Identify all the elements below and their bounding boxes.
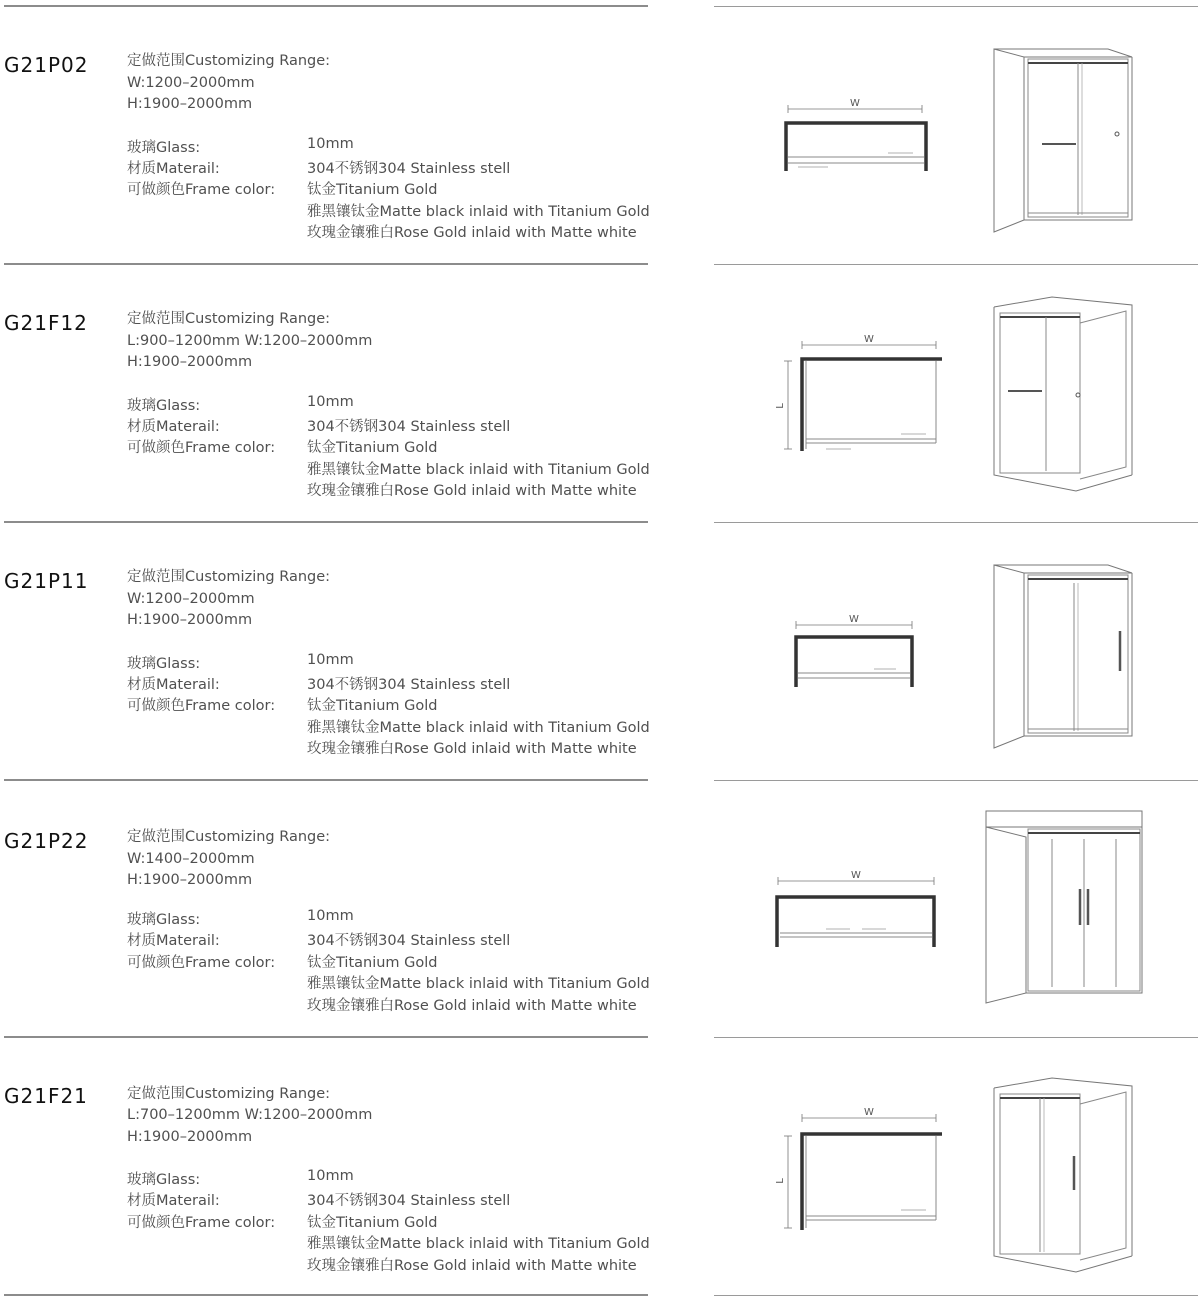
dimension-line: H:1900–2000mm — [127, 872, 253, 888]
divider — [4, 1294, 648, 1296]
dimension-line: H:1900–2000mm — [127, 96, 253, 112]
color-option: 玫瑰金镶雅白Rose Gold inlaid with Matte white — [307, 225, 637, 241]
product-code: G21F21 — [4, 1084, 88, 1108]
product-section-g21f12 — [0, 265, 1200, 522]
color-option: 玫瑰金镶雅白Rose Gold inlaid with Matte white — [307, 998, 637, 1014]
color-option: 钛金Titanium Gold — [307, 698, 438, 714]
glass-value: 10mm — [307, 1168, 354, 1184]
color-option: 钛金Titanium Gold — [307, 440, 438, 456]
color-option: 雅黑镶钛金Matte black inlaid with Titanium Gold — [307, 976, 650, 992]
glass-label: 玻璃Glass: — [127, 656, 201, 672]
dimension-line: H:1900–2000mm — [127, 1129, 253, 1145]
width-label: W — [864, 1107, 874, 1118]
glass-label: 玻璃Glass: — [127, 1172, 201, 1188]
product-code: G21P11 — [4, 569, 89, 593]
plan-diagram — [766, 1104, 946, 1234]
dimension-line: W:1200–2000mm — [127, 75, 255, 91]
material-value: 304不锈钢304 Stainless stell — [307, 161, 511, 177]
glass-value: 10mm — [307, 136, 354, 152]
plan-diagram — [766, 331, 946, 461]
color-label: 可做颜色Frame color: — [127, 1215, 276, 1231]
plan-diagram — [788, 611, 928, 701]
material-label: 材质Materail: — [127, 419, 220, 435]
dimension-line: W:1200–2000mm — [127, 591, 255, 607]
range-label: 定做范围Customizing Range: — [127, 829, 331, 845]
range-label: 定做范围Customizing Range: — [127, 311, 331, 327]
glass-label: 玻璃Glass: — [127, 140, 201, 156]
glass-label: 玻璃Glass: — [127, 912, 201, 928]
material-value: 304不锈钢304 Stainless stell — [307, 933, 511, 949]
shower-enclosure-drawing — [990, 45, 1140, 235]
shower-enclosure-drawing — [990, 1076, 1140, 1276]
color-option: 玫瑰金镶雅白Rose Gold inlaid with Matte white — [307, 483, 637, 499]
color-option: 玫瑰金镶雅白Rose Gold inlaid with Matte white — [307, 741, 637, 757]
color-label: 可做颜色Frame color: — [127, 440, 276, 456]
divider — [4, 779, 648, 781]
shower-enclosure-drawing — [990, 295, 1140, 495]
color-option: 雅黑镶钛金Matte black inlaid with Titanium Gold — [307, 462, 650, 478]
color-label: 可做颜色Frame color: — [127, 182, 276, 198]
glass-label: 玻璃Glass: — [127, 398, 201, 414]
color-label: 可做颜色Frame color: — [127, 955, 276, 971]
material-label: 材质Materail: — [127, 1193, 220, 1209]
color-option: 钛金Titanium Gold — [307, 955, 438, 971]
dimension-line: W:1400–2000mm — [127, 851, 255, 867]
divider — [714, 780, 1198, 781]
shower-enclosure-drawing — [982, 807, 1147, 1007]
plan-diagram — [770, 867, 945, 957]
product-section-g21p02 — [0, 7, 1200, 264]
product-section-g21p11 — [0, 523, 1200, 780]
material-value: 304不锈钢304 Stainless stell — [307, 1193, 511, 1209]
range-label: 定做范围Customizing Range: — [127, 1086, 331, 1102]
width-label: W — [864, 334, 874, 345]
color-option: 钛金Titanium Gold — [307, 182, 438, 198]
dimension-line: L:900–1200mm W:1200–2000mm — [127, 333, 373, 349]
plan-diagram — [778, 95, 938, 185]
product-section-g21f21 — [0, 1038, 1200, 1295]
width-label: W — [851, 870, 861, 881]
range-label: 定做范围Customizing Range: — [127, 53, 331, 69]
color-label: 可做颜色Frame color: — [127, 698, 276, 714]
material-label: 材质Materail: — [127, 161, 220, 177]
color-option: 雅黑镶钛金Matte black inlaid with Titanium Gold — [307, 204, 650, 220]
product-code: G21P02 — [4, 53, 89, 77]
material-label: 材质Materail: — [127, 933, 220, 949]
dimension-line: H:1900–2000mm — [127, 354, 253, 370]
material-label: 材质Materail: — [127, 677, 220, 693]
width-label: W — [849, 614, 859, 625]
color-option: 玫瑰金镶雅白Rose Gold inlaid with Matte white — [307, 1258, 637, 1274]
width-label: W — [850, 98, 860, 109]
product-section-g21p22 — [0, 783, 1200, 1040]
material-value: 304不锈钢304 Stainless stell — [307, 419, 511, 435]
color-option: 雅黑镶钛金Matte black inlaid with Titanium Gold — [307, 720, 650, 736]
divider — [714, 1295, 1198, 1296]
length-label: L — [775, 1178, 786, 1184]
product-code: G21F12 — [4, 311, 88, 335]
length-label: L — [775, 403, 786, 409]
glass-value: 10mm — [307, 908, 354, 924]
glass-value: 10mm — [307, 394, 354, 410]
range-label: 定做范围Customizing Range: — [127, 569, 331, 585]
dimension-line: H:1900–2000mm — [127, 612, 253, 628]
dimension-line: L:700–1200mm W:1200–2000mm — [127, 1107, 373, 1123]
glass-value: 10mm — [307, 652, 354, 668]
product-code: G21P22 — [4, 829, 89, 853]
material-value: 304不锈钢304 Stainless stell — [307, 677, 511, 693]
color-option: 钛金Titanium Gold — [307, 1215, 438, 1231]
shower-enclosure-drawing — [990, 561, 1140, 751]
color-option: 雅黑镶钛金Matte black inlaid with Titanium Gold — [307, 1236, 650, 1252]
